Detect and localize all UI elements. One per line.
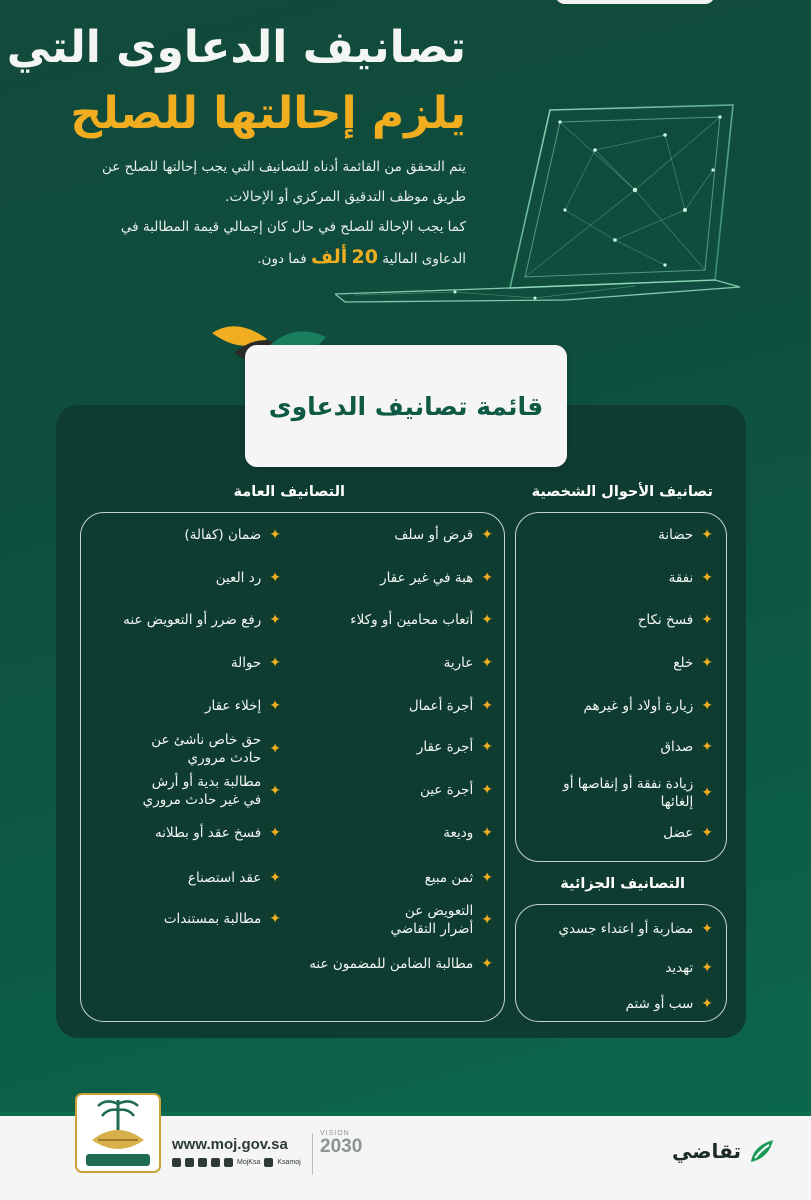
instagram-icon[interactable]	[198, 1158, 207, 1167]
list-item: ✦ مطالبة بدية أو أرش في غير حادث مروري	[142, 774, 281, 808]
website-link[interactable]: www.moj.gov.sa	[172, 1136, 288, 1153]
star-icon: ✦	[701, 570, 713, 586]
star-icon: ✦	[701, 612, 713, 628]
list-item: ✦ حضانة	[658, 527, 713, 543]
star-icon: ✦	[701, 655, 713, 671]
star-icon: ✦	[481, 655, 493, 671]
vision-year: 2030	[320, 1136, 363, 1157]
taqadi-logo-icon	[747, 1136, 777, 1166]
youtube-icon[interactable]	[185, 1158, 194, 1167]
list-item: ✦ قرض أو سلف	[394, 527, 493, 543]
title-line-2: يلزم إحالتها للصلح	[70, 88, 466, 139]
list-item: ✦ وديعة	[443, 825, 493, 841]
general-box	[80, 512, 505, 1022]
star-icon: ✦	[269, 698, 281, 714]
star-icon: ✦	[481, 825, 493, 841]
list-item: ✦ مضاربة أو اعتداء جسدي	[558, 921, 713, 937]
top-tab	[555, 0, 715, 4]
list-item: ✦ تهديد	[665, 960, 713, 976]
star-icon: ✦	[701, 960, 713, 976]
criminal-title: التصانيف الجزائية	[560, 876, 685, 892]
list-item: ✦ فسخ عقد أو بطلانه	[155, 825, 281, 841]
star-icon: ✦	[481, 782, 493, 798]
list-item: ✦ عارية	[443, 655, 493, 671]
social-handle-2: Ksamoj	[277, 1159, 301, 1166]
intro-line-4-start: الدعاوى المالية	[382, 251, 466, 267]
linkedin-icon[interactable]	[224, 1158, 233, 1167]
list-item: ✦ خلع	[673, 655, 713, 671]
star-icon: ✦	[269, 741, 281, 757]
list-item: ✦ أتعاب محامين أو وكلاء	[350, 612, 493, 628]
general-title: التصانيف العامة	[233, 484, 345, 500]
footer-divider	[312, 1133, 313, 1175]
star-icon: ✦	[481, 612, 493, 628]
list-item: ✦ أجرة عين	[419, 782, 493, 798]
title-line-1: تصانيف الدعاوى التي	[6, 22, 466, 73]
intro-line-3: كما يجب الإحالة للصلح في حال كان إجمالي قيمة المطالبة في	[120, 219, 466, 235]
star-icon: ✦	[481, 912, 493, 928]
vision-2030-logo	[320, 1130, 382, 1176]
list-item: ✦ رد العين	[215, 570, 281, 586]
list-item: ✦ أجرة عقار	[416, 739, 493, 755]
list-item: ✦ عضل	[663, 825, 713, 841]
star-icon: ✦	[269, 527, 281, 543]
star-icon: ✦	[481, 956, 493, 972]
list-item: ✦ صداق	[660, 739, 713, 755]
intro-line-1: يتم التحقق من القائمة أدناه للتصانيف التي يجب إحالتها للصلح عن	[101, 159, 466, 175]
list-heading: قائمة تصانيف الدعاوى	[268, 391, 544, 421]
social-links	[172, 1158, 301, 1167]
star-icon: ✦	[481, 870, 493, 886]
amount-number: 20	[351, 246, 378, 268]
star-icon: ✦	[701, 739, 713, 755]
star-icon: ✦	[269, 911, 281, 927]
list-item: ✦ زيارة أولاد أو غيرهم	[583, 698, 713, 714]
star-icon: ✦	[701, 785, 713, 801]
star-icon: ✦	[701, 698, 713, 714]
list-item: ✦ رفع ضرر أو التعويض عنه	[123, 612, 281, 628]
list-item: ✦ ثمن مبيع	[424, 870, 493, 886]
personal-status-title: تصانيف الأحوال الشخصية	[531, 484, 713, 500]
star-icon: ✦	[701, 921, 713, 937]
snapchat-icon[interactable]	[211, 1158, 220, 1167]
star-icon: ✦	[481, 698, 493, 714]
list-item: ✦ عقد استصناع	[187, 870, 281, 886]
star-icon: ✦	[269, 825, 281, 841]
star-icon: ✦	[269, 570, 281, 586]
list-item: ✦ إخلاء عقار	[204, 698, 281, 714]
list-item: ✦ أجرة أعمال	[408, 698, 493, 714]
star-icon: ✦	[269, 870, 281, 886]
intro-line-2: طريق موظف التدقيق المركزي أو الإحالات.	[225, 189, 466, 205]
vision-label: VISION	[320, 1130, 350, 1137]
list-item: ✦ هبة في غير عقار	[380, 570, 493, 586]
intro-line-4-end: فما دون.	[257, 251, 307, 267]
list-item: ✦ زيادة نفقة أو إنقاصها أو إلغائها	[563, 776, 713, 810]
star-icon: ✦	[269, 783, 281, 799]
list-item: ✦ سب أو شتم	[625, 996, 713, 1012]
list-item: ✦ فسخ نكاح	[637, 612, 713, 628]
taqadi-brand	[672, 1136, 777, 1166]
list-item: ✦ مطالبة الضامن للمضمون عنه	[309, 956, 493, 972]
laptop-illustration	[335, 80, 745, 315]
list-item: ✦ مطالبة بمستندات	[163, 911, 281, 927]
amount-unit: ألف	[310, 246, 348, 268]
list-heading-card	[245, 345, 567, 467]
list-item: ✦ حوالة	[230, 655, 281, 671]
star-icon: ✦	[481, 527, 493, 543]
star-icon: ✦	[701, 825, 713, 841]
social-handle-1: MojKsa	[237, 1159, 261, 1166]
taqadi-name: تقاضي	[672, 1139, 741, 1163]
star-icon: ✦	[701, 527, 713, 543]
star-icon: ✦	[481, 739, 493, 755]
youtube-channel-icon[interactable]	[264, 1158, 273, 1167]
twitter-icon[interactable]	[172, 1158, 181, 1167]
list-item: ✦ التعويض عن أضرار التقاضي	[390, 903, 493, 937]
star-icon: ✦	[269, 612, 281, 628]
list-item: ✦ نفقة	[668, 570, 713, 586]
list-item: ✦ حق خاص ناشئ عن حادث مروري	[151, 732, 281, 766]
ministry-logo-icon	[72, 1090, 164, 1176]
list-item: ✦ ضمان (كفالة)	[184, 527, 281, 543]
star-icon: ✦	[481, 570, 493, 586]
star-icon: ✦	[269, 655, 281, 671]
star-icon: ✦	[701, 996, 713, 1012]
